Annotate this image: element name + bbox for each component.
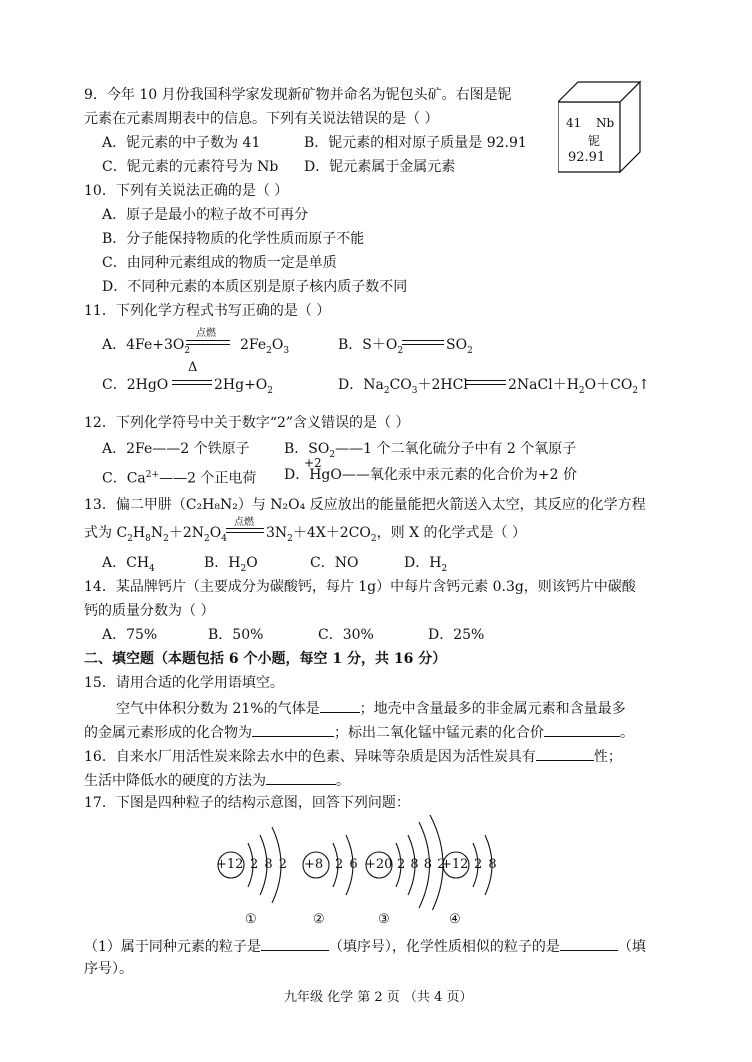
q11-option-d-right: $2NaCl+H_2O+CO_2↑$: [508, 377, 650, 396]
q12-option-d-tail: ——氧化汞中汞元素的化合价为+2 价: [341, 467, 577, 483]
q16-line1-text-a: 16．自来水厂用活性炭来除去水中的色素、异味等杂质是因为活性炭具有: [84, 749, 536, 765]
q10-option-a: A．原子是最小的粒子故不可再分: [102, 207, 309, 223]
q15-line1-text-a: 空气中体积分数为 21%的气体是: [116, 701, 320, 717]
atom-2-nucleus: +8: [304, 857, 324, 872]
q14-line2: 钙的质量分数为（ ）: [84, 603, 215, 619]
q12-option-a: A．2Fe——2 个铁原子: [102, 441, 250, 457]
q11-option-d-left: D．$Na_2CO_3+2HCl$: [338, 377, 468, 396]
q11-equals-a2: [186, 344, 230, 345]
q11-equals-b2: [402, 344, 444, 345]
q13-option-c: C．NO: [310, 555, 359, 571]
q11-condition-c: Δ: [188, 360, 198, 375]
q12-stem: 12．下列化学符号中关于数字“2”含义错误的是（ ）: [84, 415, 410, 431]
q11-option-a-left: A．$4Fe+3O_2$: [102, 337, 191, 356]
q17-sub1-line2: 序号）。: [84, 961, 133, 977]
atom-4-label: ④: [449, 912, 461, 927]
q16-line2: [84, 770, 350, 790]
atom-2-label: ②: [313, 912, 325, 927]
q11-option-c-right: $2Hg+O_2$: [214, 377, 274, 396]
q16-line2-text-b: 。: [336, 773, 350, 789]
q9-option-d: D．铌元素属于金属元素: [304, 159, 456, 175]
atom-1-nucleus: +12: [216, 857, 244, 872]
q13-line1: 13．偏二甲肼（C₂H₈N₂）与 N₂O₄ 反应放出的能量能把火箭送入太空，其反应的化学方程: [84, 497, 646, 513]
q11-equals-d1: [466, 380, 506, 381]
q13-equals-1: [226, 528, 264, 529]
q13-option-a: A．$CH_4$: [102, 555, 155, 574]
q15-blank-2[interactable]: [252, 722, 334, 737]
element-symbol: Nb: [596, 116, 615, 130]
atom-3-nucleus: +20: [365, 857, 393, 872]
q17-stem: 17．下图是四种粒子的结构示意图，回答下列问题：: [84, 795, 410, 811]
q16-blank-2[interactable]: [266, 770, 336, 785]
atom-3-label: ③: [378, 912, 390, 927]
atom-3-shells: 2 8 8 2: [397, 857, 446, 872]
q17-sub1-line1: [84, 936, 646, 956]
element-number: 41: [566, 116, 582, 130]
q15-stem: 15．请用合适的化学用语填空。: [84, 675, 284, 691]
q12-option-b: B．$SO_2——1$ 个二氧化硫分子中有 2 个氧原子: [284, 441, 577, 460]
q9-line1: 9．今年 10 月份我国科学家发现新矿物并命名为铌包头矿。右图是铌: [84, 87, 512, 103]
q14-option-b: B．50%: [208, 627, 264, 643]
q11-condition-a: 点燃: [196, 328, 216, 339]
q15-blank-1[interactable]: [320, 698, 360, 713]
q10-option-d: D．不同种元素的本质区别是原子核内质子数不同: [102, 279, 408, 295]
atom-structure-diagrams: [200, 810, 520, 910]
q11-option-c-left: C．2HgO: [102, 377, 169, 393]
page-footer: 九年级 化学 第 2 页 （共 4 页）: [284, 990, 473, 1005]
q9-option-c: C．铌元素的元素符号为 Nb: [102, 159, 279, 175]
q13-option-b: B．$H_2O$: [204, 555, 258, 574]
q14-option-d: D．25%: [428, 627, 485, 643]
q13-line2-left: 式为 $C_2H_8N_2+2N_2O_4$: [84, 525, 227, 544]
q11-equals-d2: [466, 384, 506, 385]
q17-sub1-text-b: （填序号），化学性质相似的粒子的是: [328, 939, 560, 955]
q13-option-d: D．$H_2$: [404, 555, 448, 574]
atom-1-shells: 2 8 2: [250, 857, 288, 872]
element-mass: 92.91: [568, 150, 606, 165]
q15-blank-3[interactable]: [544, 722, 620, 737]
q11-equals-b1: [402, 340, 444, 341]
q14-line1: 14．某品牌钙片（主要成分为碳酸钙，每片 1g）中每片含钙元素 0.3g，则该钙片中碳酸: [84, 579, 636, 595]
element-name: 铌: [588, 134, 601, 148]
atom-4-nucleus: +12: [441, 857, 469, 872]
q10-option-c: C．由同种元素组成的物质一定是单质: [102, 255, 337, 271]
q13-line2-right: $3N_2+4X+2CO_2$，则 X 的化学式是（ ）: [266, 525, 526, 544]
atom-4-shells: 2 8: [474, 857, 497, 872]
q11-option-b-right: $SO_2$: [446, 337, 473, 356]
q9-option-b: B．铌元素的相对原子质量是 92.91: [304, 135, 527, 151]
q10-stem: 10．下列有关说法正确的是（ ）: [84, 183, 289, 199]
niobium-element-card: [558, 80, 642, 174]
q9-line2: 元素在元素周期表中的信息。下列有关说法错误的是（ ）: [84, 111, 439, 127]
q15-line1: [116, 698, 626, 718]
q15-line2-text-c: 。: [620, 725, 634, 741]
q11-equals-a1: [186, 340, 230, 341]
q17-sub1-text-a: （1）属于同种元素的粒子是: [84, 939, 261, 955]
q11-option-b-left: B．$S+O_2$: [338, 337, 404, 356]
q11-stem: 11．下列化学方程式书写正确的是（ ）: [84, 303, 331, 319]
q11-equals-c1: [172, 380, 212, 381]
q12-option-d: D．HgO——氧化汞中汞元素的化合价为+2 价: [284, 467, 577, 483]
q17-blank-2[interactable]: [560, 936, 618, 951]
q16-blank-1[interactable]: [536, 746, 594, 761]
q14-option-c: C．30%: [318, 627, 374, 643]
q15-line2-text-b: ；标出二氧化锰中锰元素的化合价: [334, 725, 544, 741]
atom-2-shells: 2 6: [335, 857, 358, 872]
q15-line2-text-a: 的金属元素形成的化合物为: [84, 725, 252, 741]
q12-option-c: C．$Ca^{2+}——2$ 个正电荷: [102, 470, 257, 487]
q16-line1: [84, 746, 622, 766]
q14-option-a: A．75%: [102, 627, 158, 643]
q9-option-a: A．铌元素的中子数为 41: [102, 135, 261, 151]
section-2-title: 二、填空题（本题包括 6 个小题，每空 1 分，共 16 分）: [84, 651, 447, 667]
q13-equals-2: [226, 532, 264, 533]
q16-line2-text-a: 生活中降低水的硬度的方法为: [84, 773, 266, 789]
q12-plus2-mark: +2: [304, 456, 322, 470]
atom-1-label: ①: [245, 912, 257, 927]
q10-option-b: B．分子能保持物质的化学性质而原子不能: [102, 231, 365, 247]
q11-equals-c2: [172, 384, 212, 385]
q13-condition: 点燃: [234, 517, 254, 528]
q11-option-a-right: $2Fe_2O_3$: [240, 337, 290, 356]
q12-option-b-tail: ——1 个二氧化硫分子中有 2 个氧原子: [335, 441, 577, 457]
q15-line2: [84, 722, 634, 742]
q12-option-c-tail: ——2 个正电荷: [159, 470, 257, 487]
q17-sub1-text-c: （填: [617, 939, 646, 955]
q16-line1-text-b: 性；: [593, 749, 622, 765]
q15-line1-text-b: ；地壳中含量最多的非金属元素和含量最多: [359, 701, 626, 717]
q13-tail: ，则 X 的化学式是（ ）: [376, 525, 526, 541]
q17-blank-1[interactable]: [261, 936, 329, 951]
